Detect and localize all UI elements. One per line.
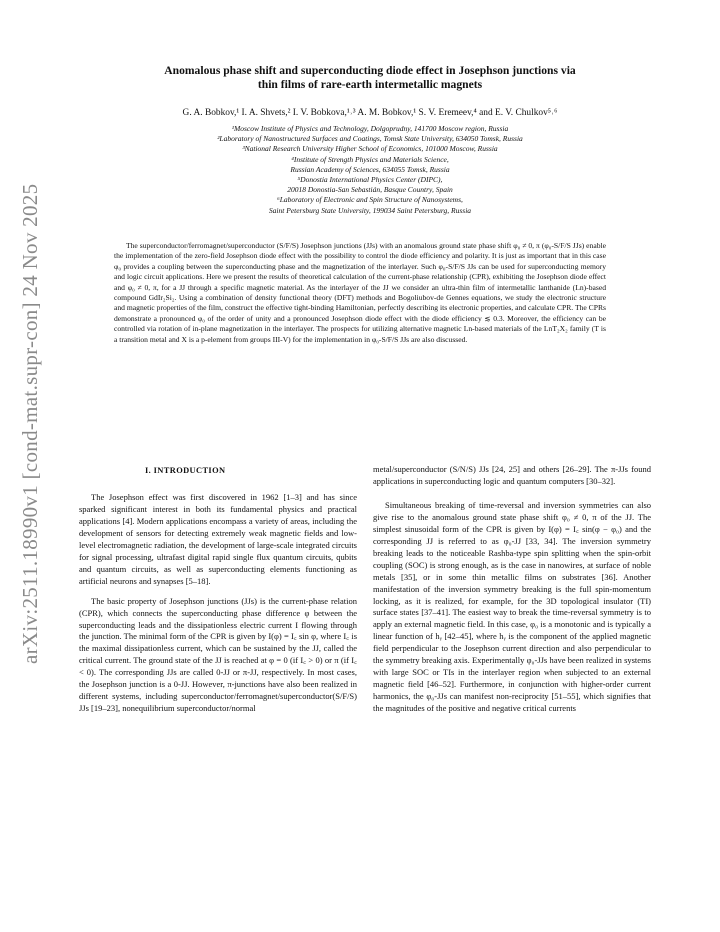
author-list: G. A. Bobkov,¹ I. A. Shvets,² I. V. Bobkova,¹˒³ A. M. Bobkov,¹ S. V. Eremeev,⁴ and E. V. Chulkov⁵˒⁶ — [182, 108, 558, 118]
paper-title — [80, 64, 660, 92]
body-paragraph: Simultaneous breaking of time-reversal and inversion symmetries can also give rise to the anomalous ground state phase shift φ₀ ≠ 0, π of the JJ. The simplest sinusoidal form of the CPR is given by I(φ) = I꜀ sin(φ − φ₀) and the corresponding JJ is referred to as φ₀-JJ [33, 34]. The inversion symmetry breaking leads to the noticeable Rashba-type spin splitting when the spin-orbit coupling (SOC) is strong enough, as is the case in nanowires, at surface of noble metals [35], or in some thin metallic films on substrates [36]. Another manifestation of the inversion symmetry breaking is the full spin-momentum locking, as it is realized, for example, for the 3D topological insulator (TI) surface states [37–41]. The easiest way to break the time-reversal symmetry is to apply an external magnetic field. In this case, φ₀ is a monotonic and is typically a linear function of hᵧ [42–45], where hᵧ is the component of the applied magnetic field perpendicular to the Josephson current direction and also perpendicular to the symmetry breaking axis. Experimentally φ₀-JJs have been realized in systems with large SOC or TIs in the interlayer region when subjected to an external magnetic field [46–52]. Furthermore, in conjunction with higher-order current harmonics, the φ₀-JJs can manifest non-reciprocity [51–55], which signifies that the magnitudes of the positive and negative critical currents — [373, 499, 651, 714]
left-text-column — [79, 492, 357, 723]
section-heading-introduction: I. INTRODUCTION — [145, 466, 226, 475]
affiliation-line: 20018 Donostia-San Sebastián, Basque Country, Spain — [287, 185, 453, 195]
body-paragraph: The basic property of Josephson junctions (JJs) is the current-phase relation (CPR), which connects the superconducting phase difference φ between the superconducting leads and the dissipationless electric current I flowing through the junction. The minimal form of the CPR is given by I(φ) = I꜀ sin φ, where I꜀ is the maximal dissipationless current, which can be sustained by the JJ, called the critical current. The ground state of the JJ is reached at φ = 0 (if I꜀ > 0) or π (if I꜀ < 0). The corresponding JJs are called 0-JJ or π-JJ, respectively. In most cases, the Josephson junction is a 0-JJ. However, π-junctions have also been realized in different systems, including superconductor/ferromagnet/superconductor(S/F/S) JJs [19–23], nonequilibrium superconductor/normal — [79, 595, 357, 714]
affiliation-list — [70, 124, 670, 216]
body-paragraph: The Josephson effect was first discovered in 1962 [1–3] and has since sparked significant interest in both its fundamental physics and practical applications [4]. Modern applications encompass a variety of areas, including the development of sensors for detecting extremely weak magnetic fields and low-level electromagnetic radiation, the development of large-scale integrated circuits for signal processing, ultrafast digital rapid single flux quantum circuits, qubits and quantum circuits, as well as superconducting elements functioning as artificial neurons and synapses [5–18]. — [79, 492, 357, 586]
abstract: The superconductor/ferromagnet/superconductor (S/F/S) Josephson junctions (JJs) with an anomalous ground state phase shift φ₀ ≠ 0, π (φ₀-S/F/S JJs) enable the implementation of the zero-field Josephson diode effect with the possibility to control the diode efficiency and polarity. It is just as important that in this case φ₀ provides a coupling between the superconducting phase and the magnetization of the interlayer. Such φ₀-S/F/S JJs can be used for superconducting memory and logic circuit applications. Here we present the results of theoretical calculation of the current-phase relationship (CPR), exhibiting the Josephson diode effect and φ₀ ≠ 0, π, for a JJ through a specific magnetic material. As the interlayer of the JJ we consider an ultra-thin film of intermetallic lanthanide (Ln)-based compound GdIr₂Si₂. Using a combination of density functional theory (DFT) methods and Bogoliubov-de Gennes equations, we study the electronic structure and magnetic properties of the film, construct the effective tight-binding Hamiltonian, perfectly describing its electronic properties, and calculate CPR. The CPRs demonstrate a pronounced φ₀ of the order of unity and a pronounced Josephson diode effect with the diode efficiency ≲ 0.3. Moreover, the efficiency can be controlled via rotation of in-plane magnetization in the interlayer. The prospects for utilizing alternative magnetic Ln-based materials of the LnT₂X₂ family (T is a transition metal and X is a p-element from groups III-V) for the implementation in φ₀-S/F/S JJs are also discussed. — [114, 241, 606, 344]
affiliation-line: ⁵Donostia International Physics Center (DIPC), — [297, 175, 443, 185]
right-text-column — [373, 464, 651, 723]
affiliation-line: ⁴Institute of Strength Physics and Materials Science, — [291, 154, 449, 164]
affiliation-line: ⁶Laboratory of Electronic and Spin Structure of Nanosystems, — [277, 195, 463, 205]
affiliation-line: ³National Research University Higher School of Economics, 101000 Moscow, Russia — [242, 144, 498, 154]
arxiv-identifier-stamp: arXiv:2511.18990v1 [cond-mat.supr-con] 24 Nov 2025 — [18, 183, 42, 664]
title-line: Anomalous phase shift and superconducting diode effect in Josephson junctions via — [164, 64, 576, 77]
affiliation-line: Russian Academy of Sciences, 634055 Tomsk, Russia — [290, 164, 450, 174]
title-line: thin films of rare-earth intermetallic magnets — [257, 78, 483, 91]
body-paragraph: metal/superconductor (S/N/S) JJs [24, 25] and others [26–29]. The π-JJs found applications in superconducting logic and quantum computers [30–32]. — [373, 464, 651, 486]
affiliation-line: ²Laboratory of Nanostructured Surfaces and Coatings, Tomsk State University, 634050 Tomsk, Russia — [217, 134, 523, 144]
affiliation-line: Saint Petersburg State University, 199034 Saint Petersburg, Russia — [268, 205, 472, 215]
affiliation-line: ¹Moscow Institute of Physics and Technology, Dolgoprudny, 141700 Moscow region, Russia — [231, 124, 509, 133]
